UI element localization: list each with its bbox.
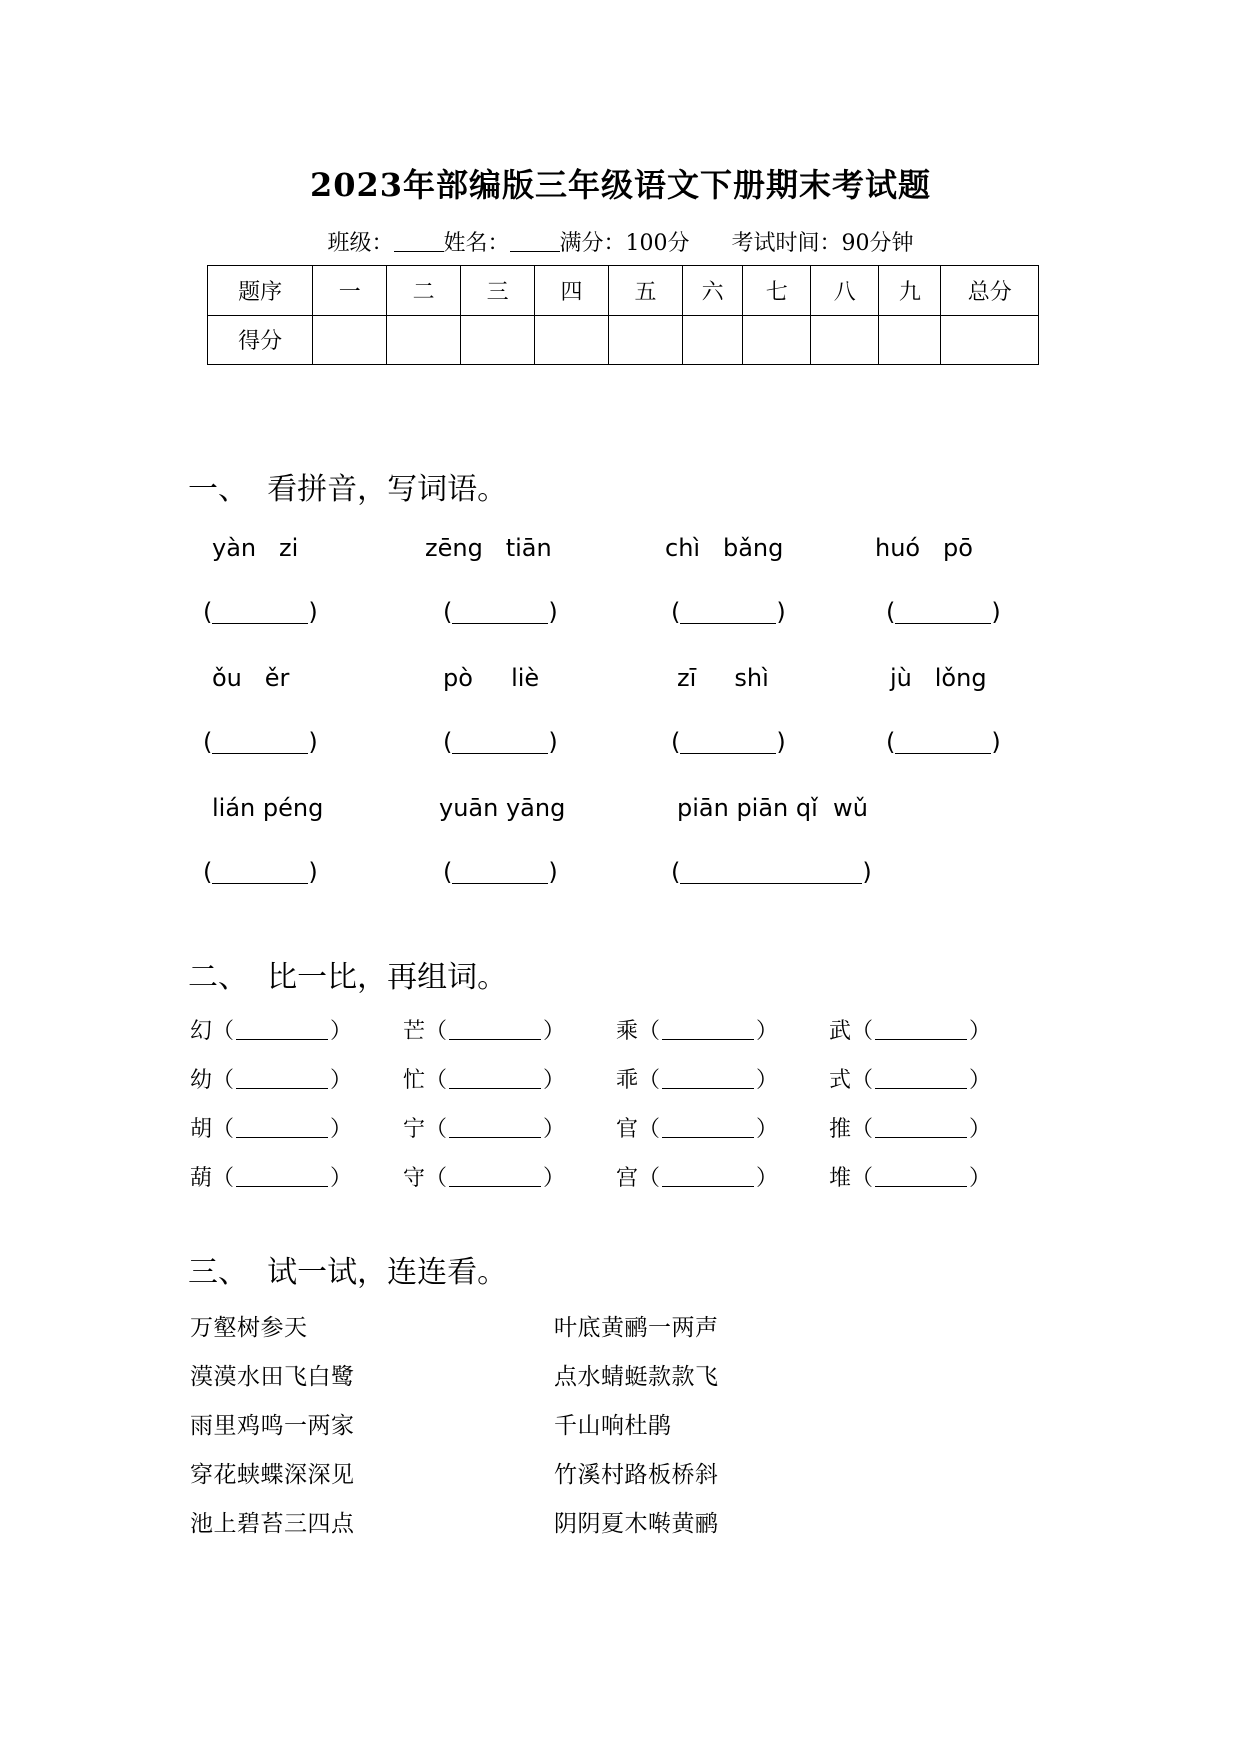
compare-item[interactable] [190, 1112, 352, 1143]
score-cell[interactable] [609, 315, 683, 365]
compare-item[interactable] [190, 1063, 352, 1094]
pinyin-item: chì bǎng [665, 534, 784, 562]
left-line[interactable]: 雨里鸡鸣一两家 [190, 1413, 355, 1439]
compare-char: 乖 [616, 1068, 639, 1093]
section-2-title: 二、 比一比，再组词。 [188, 960, 508, 995]
paren-close: ） [969, 1166, 992, 1191]
paren-open: （ [638, 1166, 661, 1191]
answer-blank[interactable] [443, 728, 558, 756]
paren-close: ） [543, 1166, 566, 1191]
pinyin-item: zēng tiān [425, 534, 552, 562]
header-cell: 总分 [941, 266, 1039, 316]
paren-close: ) [308, 728, 318, 756]
paren-open: （ [851, 1019, 874, 1044]
paren-close: ) [308, 858, 318, 886]
paren-open: （ [851, 1117, 874, 1142]
section-3-title: 三、 试一试，连连看。 [188, 1255, 508, 1290]
paren-open: （ [212, 1068, 235, 1093]
paren-close: ) [548, 858, 558, 886]
paren-open: （ [851, 1166, 874, 1191]
paren-close: ） [330, 1068, 353, 1093]
pinyin-item: yàn zi [212, 534, 299, 562]
pinyin-item: ǒu ěr [212, 664, 290, 692]
section-1-title: 一、 看拼音，写词语。 [188, 472, 508, 507]
paren-close: ) [548, 728, 558, 756]
compare-item[interactable] [190, 1014, 352, 1045]
paren-close: ） [969, 1068, 992, 1093]
answer-line[interactable] [662, 1021, 754, 1040]
pinyin-item: jù lǒng [890, 664, 987, 692]
answer-blank[interactable] [886, 728, 1001, 756]
compare-char: 宫 [616, 1166, 639, 1191]
class-label: 班级： [327, 231, 394, 256]
paren-open: （ [638, 1117, 661, 1142]
paren-close: ） [543, 1019, 566, 1044]
score-row-label: 得分 [208, 315, 313, 365]
paren-close: ） [330, 1019, 353, 1044]
paren-close: ) [776, 728, 786, 756]
left-line[interactable]: 穿花蛱蝶深深见 [190, 1462, 355, 1488]
compare-char: 推 [829, 1117, 852, 1142]
paren-open: ( [443, 728, 453, 756]
compare-char: 乘 [616, 1019, 639, 1044]
paren-close: ) [862, 858, 872, 886]
compare-item[interactable] [616, 1161, 778, 1192]
pinyin-item: yuān yāng [439, 794, 566, 822]
compare-item[interactable] [616, 1112, 778, 1143]
page-title: 2023年部编版三年级语文下册期末考试题 [309, 166, 932, 204]
answer-line[interactable] [212, 731, 308, 754]
answer-line[interactable] [452, 861, 548, 884]
paren-open: （ [851, 1068, 874, 1093]
header-cell: 一 [313, 266, 387, 316]
answer-line[interactable] [236, 1070, 328, 1089]
answer-line[interactable] [236, 1119, 328, 1138]
compare-item[interactable] [403, 1112, 565, 1143]
answer-line[interactable] [680, 731, 776, 754]
compare-item[interactable] [829, 1014, 991, 1045]
pinyin-item: zī shì [677, 664, 769, 692]
answer-line[interactable] [212, 601, 308, 624]
answer-line[interactable] [236, 1168, 328, 1187]
paren-open: ( [443, 598, 453, 626]
paren-open: （ [212, 1019, 235, 1044]
paren-close: ) [991, 728, 1001, 756]
header-cell: 七 [743, 266, 811, 316]
header-cell: 九 [879, 266, 941, 316]
answer-blank[interactable] [671, 858, 872, 886]
answer-line[interactable] [452, 601, 548, 624]
pinyin-item: lián péng [212, 794, 324, 822]
paren-close: ） [330, 1117, 353, 1142]
answer-line[interactable] [875, 1070, 967, 1089]
paren-close: ） [543, 1068, 566, 1093]
header-cell: 六 [682, 266, 742, 316]
compare-char: 胡 [190, 1117, 213, 1142]
answer-blank[interactable] [203, 858, 318, 886]
pinyin-item: piān piān qǐ wǔ [677, 794, 868, 822]
answer-line[interactable] [875, 1168, 967, 1187]
answer-line[interactable] [212, 861, 308, 884]
paren-open: （ [212, 1166, 235, 1191]
answer-line[interactable] [680, 601, 776, 624]
answer-line[interactable] [662, 1119, 754, 1138]
paren-close: ) [548, 598, 558, 626]
paren-open: （ [212, 1117, 235, 1142]
answer-line[interactable] [449, 1119, 541, 1138]
compare-char: 芒 [403, 1019, 426, 1044]
name-field[interactable] [510, 233, 560, 252]
header-cell: 三 [461, 266, 535, 316]
answer-blank[interactable] [671, 598, 786, 626]
compare-item[interactable] [190, 1161, 352, 1192]
paren-open: ( [203, 598, 213, 626]
paren-open: ( [203, 858, 213, 886]
answer-line[interactable] [452, 731, 548, 754]
name-label: 姓名： [443, 231, 510, 256]
compare-char: 官 [616, 1117, 639, 1142]
answer-line[interactable] [895, 731, 991, 754]
header-cell: 四 [535, 266, 609, 316]
paren-open: ( [671, 858, 681, 886]
compare-char: 忙 [403, 1068, 426, 1093]
compare-char: 堆 [829, 1166, 852, 1191]
header-cell: 五 [609, 266, 683, 316]
paren-open: ( [203, 728, 213, 756]
score-cell[interactable] [743, 315, 811, 365]
answer-blank[interactable] [203, 728, 318, 756]
header-cell: 题序 [208, 266, 313, 316]
right-line[interactable]: 千山响杜鹃 [554, 1413, 672, 1439]
score-cell[interactable] [535, 315, 609, 365]
score-cell[interactable] [387, 315, 461, 365]
answer-blank[interactable] [443, 598, 558, 626]
paren-close: ) [308, 598, 318, 626]
paren-close: ） [969, 1019, 992, 1044]
compare-item[interactable] [829, 1063, 991, 1094]
paren-close: ） [543, 1117, 566, 1142]
answer-line[interactable] [449, 1168, 541, 1187]
answer-blank[interactable] [203, 598, 318, 626]
compare-item[interactable] [616, 1063, 778, 1094]
paren-close: ） [756, 1117, 779, 1142]
left-line[interactable]: 万壑树参天 [190, 1315, 308, 1341]
left-line[interactable]: 池上碧苔三四点 [190, 1511, 355, 1537]
full-score: 满分：100分 [559, 231, 690, 256]
answer-line[interactable] [236, 1021, 328, 1040]
right-line[interactable]: 点水蜻蜓款款飞 [554, 1364, 719, 1390]
score-table [207, 265, 1039, 365]
paren-open: ( [671, 598, 681, 626]
paren-open: （ [425, 1117, 448, 1142]
paren-close: ） [756, 1068, 779, 1093]
right-line[interactable]: 叶底黄鹂一两声 [554, 1315, 719, 1341]
pinyin-item: huó pō [875, 534, 973, 562]
class-field[interactable] [394, 233, 444, 252]
score-cell[interactable] [879, 315, 941, 365]
paren-open: ( [443, 858, 453, 886]
exam-info [0, 226, 1241, 257]
header-cell: 八 [811, 266, 879, 316]
paren-open: ( [886, 728, 896, 756]
compare-char: 幼 [190, 1068, 213, 1093]
right-line[interactable]: 阴阴夏木啭黄鹂 [554, 1511, 719, 1537]
compare-char: 守 [403, 1166, 426, 1191]
score-cell[interactable] [461, 315, 535, 365]
compare-item[interactable] [403, 1063, 565, 1094]
paren-open: （ [425, 1166, 448, 1191]
score-cell[interactable] [811, 315, 879, 365]
header-cell: 二 [387, 266, 461, 316]
answer-blank[interactable] [886, 598, 1001, 626]
score-cell[interactable] [941, 315, 1039, 365]
exam-time: 考试时间：90分钟 [731, 231, 914, 256]
answer-line[interactable] [680, 861, 862, 884]
answer-blank[interactable] [443, 858, 558, 886]
answer-line[interactable] [662, 1168, 754, 1187]
paren-close: ） [756, 1166, 779, 1191]
score-table-header-row [208, 266, 1039, 316]
right-line[interactable]: 竹溪村路板桥斜 [554, 1462, 719, 1488]
paren-close: ） [756, 1019, 779, 1044]
answer-line[interactable] [875, 1021, 967, 1040]
paren-close: ） [330, 1166, 353, 1191]
answer-line[interactable] [895, 601, 991, 624]
answer-blank[interactable] [671, 728, 786, 756]
paren-open: （ [425, 1068, 448, 1093]
compare-item[interactable] [403, 1014, 565, 1045]
compare-char: 葫 [190, 1166, 213, 1191]
compare-item[interactable] [403, 1161, 565, 1192]
paren-open: ( [671, 728, 681, 756]
paren-close: ) [991, 598, 1001, 626]
answer-line[interactable] [875, 1119, 967, 1138]
paren-close: ） [969, 1117, 992, 1142]
answer-line[interactable] [449, 1021, 541, 1040]
compare-char: 式 [829, 1068, 852, 1093]
left-line[interactable]: 漠漠水田飞白鹭 [190, 1364, 355, 1390]
compare-item[interactable] [829, 1112, 991, 1143]
answer-line[interactable] [449, 1070, 541, 1089]
pinyin-item: pò liè [443, 664, 540, 692]
score-table-score-row [208, 315, 1039, 365]
paren-open: （ [638, 1068, 661, 1093]
compare-char: 武 [829, 1019, 852, 1044]
score-cell[interactable] [682, 315, 742, 365]
compare-item[interactable] [829, 1161, 991, 1192]
compare-char: 幻 [190, 1019, 213, 1044]
paren-close: ) [776, 598, 786, 626]
paren-open: （ [638, 1019, 661, 1044]
answer-line[interactable] [662, 1070, 754, 1089]
score-cell[interactable] [313, 315, 387, 365]
compare-char: 宁 [403, 1117, 426, 1142]
paren-open: （ [425, 1019, 448, 1044]
paren-open: ( [886, 598, 896, 626]
compare-item[interactable] [616, 1014, 778, 1045]
